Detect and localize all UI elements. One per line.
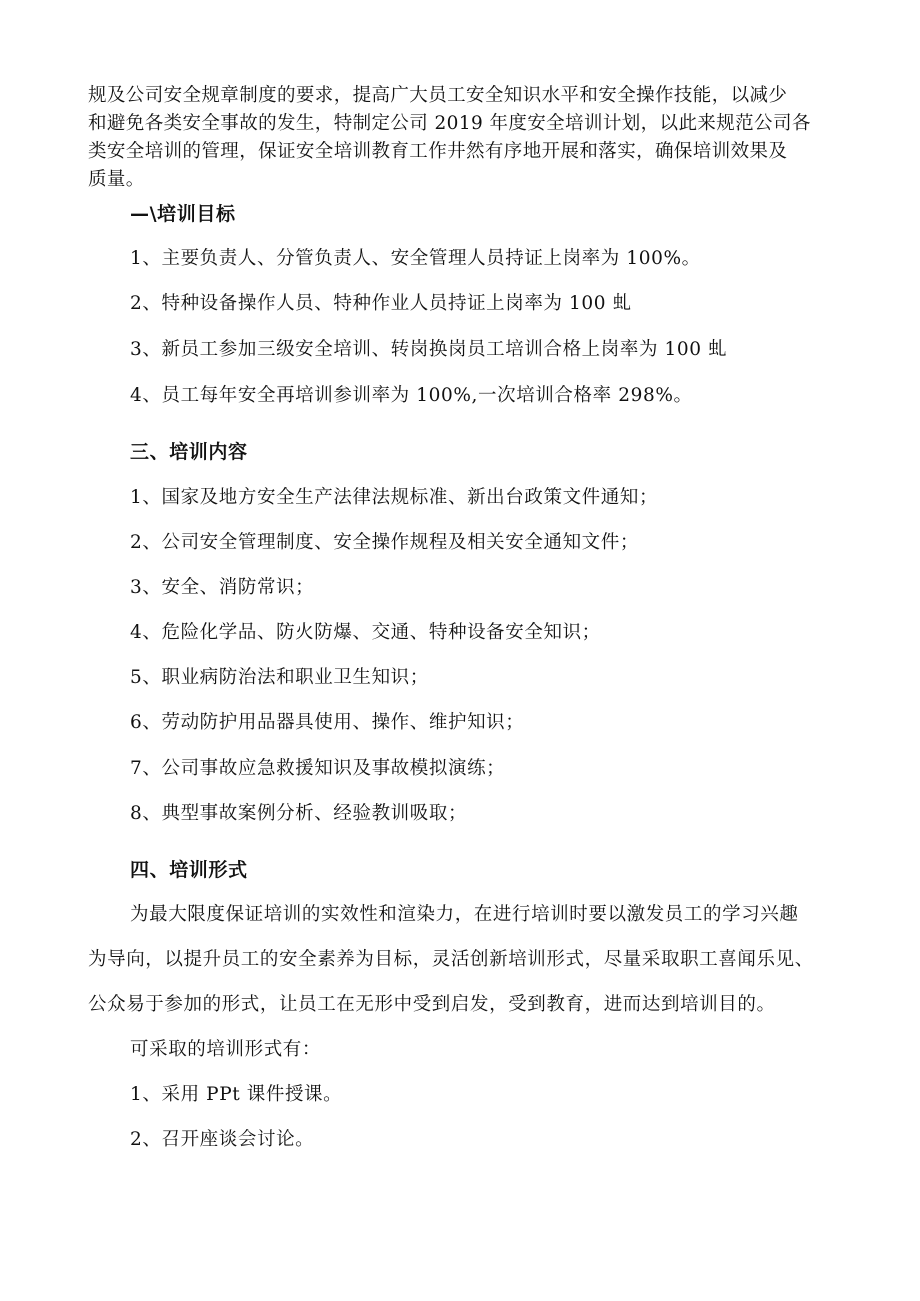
goal-item: 3、新员工参加三级安全培训、转岗换岗员工培训合格上岗率为 100 虬 — [130, 339, 728, 360]
goal-item: 1、主要负责人、分管负责人、安全管理人员持证上岗率为 100%。 — [130, 248, 701, 269]
intro-line: 规及公司安全规章制度的要求，提高广大员工安全知识水平和安全操作技能，以减少 — [88, 85, 788, 106]
content-item: 6、劳动防护用品器具使用、操作、维护知识； — [130, 712, 525, 733]
content-item: 3、安全、消防常识； — [130, 577, 315, 598]
content-item: 8、典型事故案例分析、经验教训吸取； — [130, 803, 468, 824]
intro-paragraph — [88, 82, 834, 194]
content-item: 5、职业病防治法和职业卫生知识； — [130, 667, 429, 688]
form-item: 1、采用 PPt 课件授课。 — [130, 1084, 343, 1105]
form-item: 2、召开座谈会讨论。 — [130, 1129, 315, 1150]
content-item: 7、公司事故应急救援知识及事故模拟演练； — [130, 758, 506, 779]
goal-item: 2、特种设备操作人员、特种作业人员持证上岗率为 100 虬 — [130, 293, 632, 314]
section-heading-form: 四、培训形式 — [130, 859, 248, 881]
intro-line: 类安全培训的管理，保证安全培训教育工作井然有序地开展和落实，确保培训效果及 — [88, 141, 788, 162]
section-heading-goals: —\培训目标 — [130, 203, 236, 225]
section-heading-content: 三、培训内容 — [130, 441, 248, 463]
form-paragraph-line: 为最大限度保证培训的实效性和渲染力，在进行培训时要以激发员工的学习兴趣 — [130, 904, 799, 925]
form-lead-text: 可采取的培训形式有： — [130, 1039, 322, 1060]
form-paragraph-line: 公众易于参加的形式，让员工在无形中受到启发，受到教育，进而达到培训目的。 — [88, 994, 776, 1015]
content-item: 1、国家及地方安全生产法律法规标准、新出台政策文件通知； — [130, 487, 659, 508]
content-item: 4、危险化学品、防火防爆、交通、特种设备安全知识； — [130, 622, 601, 643]
goal-item: 4、员工每年安全再培训参训率为 100%,一次培训合格率 298%。 — [130, 385, 693, 406]
intro-line: 和避免各类安全事故的发生，特制定公司 2019 年度安全培训计划，以此来规范公司各 — [88, 113, 811, 134]
content-item: 2、公司安全管理制度、安全操作规程及相关安全通知文件； — [130, 532, 639, 553]
intro-line: 质量。 — [88, 169, 145, 190]
form-paragraph-line: 为导向，以提升员工的安全素养为目标，灵活创新培训形式，尽量采取职工喜闻乐见、 — [88, 949, 814, 970]
